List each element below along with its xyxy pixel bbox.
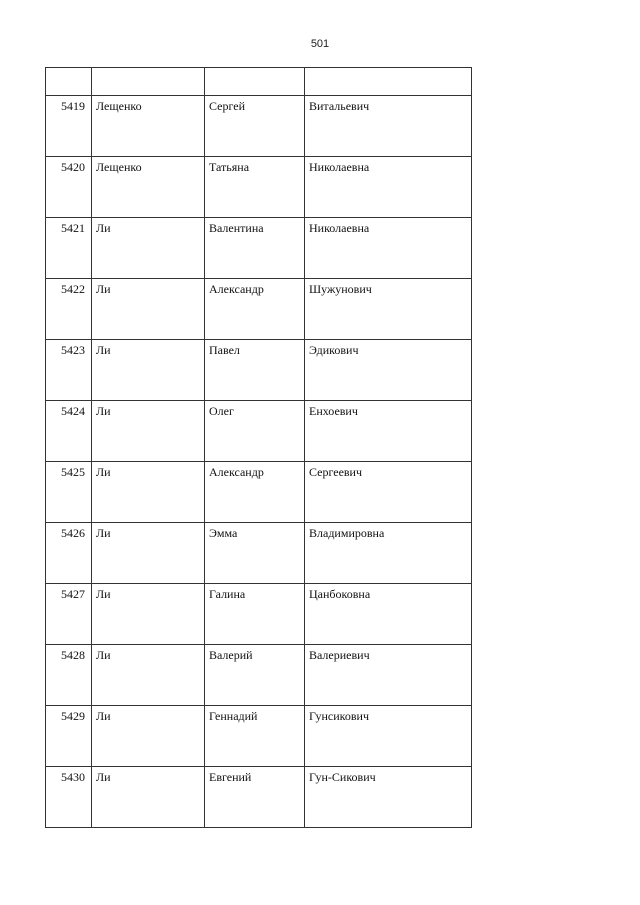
name-cell: Александр xyxy=(205,462,305,523)
row-id-cell: 5421 xyxy=(46,218,92,279)
name-cell: Татьяна xyxy=(205,157,305,218)
surname-cell: Лещенко xyxy=(92,96,205,157)
table-row xyxy=(46,584,472,645)
surname-cell: Лещенко xyxy=(92,157,205,218)
name-cell: Галина xyxy=(205,584,305,645)
table-header-row xyxy=(46,68,472,96)
name-cell: Олег xyxy=(205,401,305,462)
page-number: 501 xyxy=(310,38,330,50)
row-id-cell: 5426 xyxy=(46,523,92,584)
surname-cell: Ли xyxy=(92,401,205,462)
row-id-cell: 5420 xyxy=(46,157,92,218)
name-cell: Валерий xyxy=(205,645,305,706)
row-id-cell: 5423 xyxy=(46,340,92,401)
header-cell-patronymic xyxy=(305,68,472,96)
patronymic-cell: Николаевна xyxy=(305,157,472,218)
row-id-cell: 5429 xyxy=(46,706,92,767)
table-row xyxy=(46,706,472,767)
row-id-cell: 5419 xyxy=(46,96,92,157)
row-id-cell: 5428 xyxy=(46,645,92,706)
table-row xyxy=(46,645,472,706)
table-row xyxy=(46,279,472,340)
patronymic-cell: Валериевич xyxy=(305,645,472,706)
patronymic-cell: Эдикович xyxy=(305,340,472,401)
surname-cell: Ли xyxy=(92,340,205,401)
surname-cell: Ли xyxy=(92,767,205,828)
name-cell: Эмма xyxy=(205,523,305,584)
row-id-cell: 5430 xyxy=(46,767,92,828)
surname-cell: Ли xyxy=(92,645,205,706)
patronymic-cell: Витальевич xyxy=(305,96,472,157)
table-row xyxy=(46,767,472,828)
name-cell: Сергей xyxy=(205,96,305,157)
patronymic-cell: Енхоевич xyxy=(305,401,472,462)
patronymic-cell: Николаевна xyxy=(305,218,472,279)
row-id-cell: 5425 xyxy=(46,462,92,523)
row-id-cell: 5422 xyxy=(46,279,92,340)
table-row xyxy=(46,462,472,523)
surname-cell: Ли xyxy=(92,523,205,584)
table-row xyxy=(46,218,472,279)
patronymic-cell: Гун-Сикович xyxy=(305,767,472,828)
name-cell: Евгений xyxy=(205,767,305,828)
table-row xyxy=(46,340,472,401)
patronymic-cell: Гунсикович xyxy=(305,706,472,767)
surname-cell: Ли xyxy=(92,279,205,340)
header-cell-id xyxy=(46,68,92,96)
header-cell-name xyxy=(205,68,305,96)
header-cell-surname xyxy=(92,68,205,96)
surname-cell: Ли xyxy=(92,462,205,523)
row-id-cell: 5424 xyxy=(46,401,92,462)
surname-cell: Ли xyxy=(92,584,205,645)
name-cell: Геннадий xyxy=(205,706,305,767)
surname-cell: Ли xyxy=(92,218,205,279)
patronymic-cell: Шужунович xyxy=(305,279,472,340)
name-cell: Павел xyxy=(205,340,305,401)
name-cell: Валентина xyxy=(205,218,305,279)
name-cell: Александр xyxy=(205,279,305,340)
table-row xyxy=(46,157,472,218)
surname-cell: Ли xyxy=(92,706,205,767)
table-row xyxy=(46,523,472,584)
patronymic-cell: Владимировна xyxy=(305,523,472,584)
table-row xyxy=(46,96,472,157)
patronymic-cell: Сергеевич xyxy=(305,462,472,523)
registry-table xyxy=(45,67,472,828)
table-row xyxy=(46,401,472,462)
row-id-cell: 5427 xyxy=(46,584,92,645)
patronymic-cell: Цанбоковна xyxy=(305,584,472,645)
